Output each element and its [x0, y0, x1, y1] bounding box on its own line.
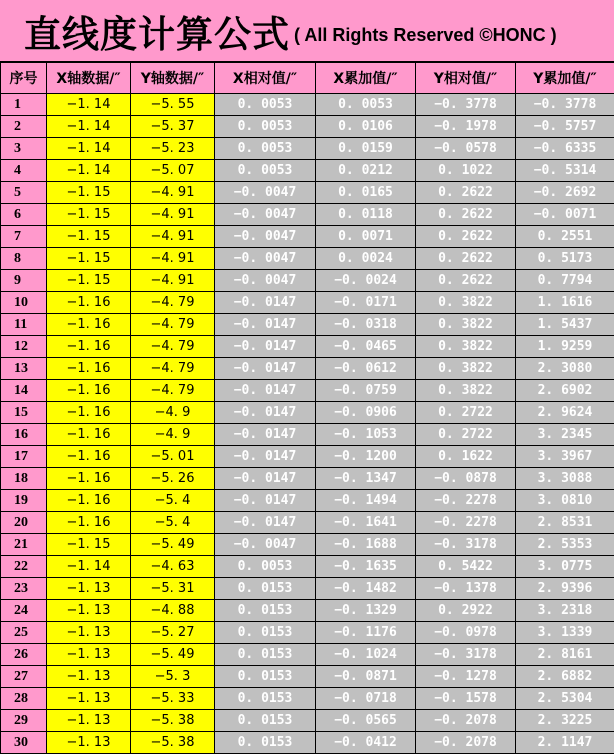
table-row: [1, 578, 614, 600]
y-relative-cell[interactable]: −0. 2078: [416, 710, 516, 732]
y-cumulative-cell[interactable]: 2. 3225: [516, 710, 614, 732]
page-title: 直线度计算公式: [24, 12, 290, 56]
y-cumulative-cell[interactable]: 1. 5437: [516, 314, 614, 336]
row-number[interactable]: 6: [1, 204, 47, 226]
y-data-cell[interactable]: −5. 38: [131, 710, 215, 732]
table-row: [1, 732, 614, 754]
y-relative-cell[interactable]: 0. 2622: [416, 248, 516, 270]
y-relative-cell[interactable]: −0. 3778: [416, 94, 516, 116]
x-data-cell[interactable]: −1. 16: [47, 490, 131, 512]
row-number[interactable]: 9: [1, 270, 47, 292]
row-number[interactable]: 29: [1, 710, 47, 732]
y-relative-cell[interactable]: 0. 1622: [416, 446, 516, 468]
y-data-cell[interactable]: −4. 91: [131, 182, 215, 204]
y-data-cell[interactable]: −5. 49: [131, 644, 215, 666]
header-y-data[interactable]: Y轴数据/″: [131, 63, 215, 94]
x-relative-cell[interactable]: −0. 0147: [215, 490, 316, 512]
table-row: [1, 402, 614, 424]
data-table: [0, 62, 614, 754]
x-relative-cell[interactable]: −0. 0147: [215, 402, 316, 424]
row-number[interactable]: 4: [1, 160, 47, 182]
y-cumulative-cell[interactable]: 3. 1339: [516, 622, 614, 644]
y-cumulative-cell[interactable]: 3. 2318: [516, 600, 614, 622]
table-row: [1, 666, 614, 688]
x-relative-cell[interactable]: −0. 0147: [215, 336, 316, 358]
y-relative-cell[interactable]: −0. 2278: [416, 512, 516, 534]
y-cumulative-cell[interactable]: 1. 1616: [516, 292, 614, 314]
y-relative-cell[interactable]: −0. 0978: [416, 622, 516, 644]
row-number[interactable]: 21: [1, 534, 47, 556]
table-row: [1, 94, 614, 116]
x-data-cell[interactable]: −1. 15: [47, 534, 131, 556]
table-row: [1, 116, 614, 138]
y-relative-cell[interactable]: 0. 3822: [416, 358, 516, 380]
x-cumulative-cell[interactable]: 0. 0159: [316, 138, 416, 160]
y-relative-cell[interactable]: 0. 3822: [416, 380, 516, 402]
x-relative-cell[interactable]: −0. 0147: [215, 358, 316, 380]
x-relative-cell[interactable]: 0. 0053: [215, 160, 316, 182]
row-number[interactable]: 7: [1, 226, 47, 248]
x-data-cell[interactable]: −1. 16: [47, 468, 131, 490]
y-cumulative-cell[interactable]: 2. 6882: [516, 666, 614, 688]
x-data-cell[interactable]: −1. 16: [47, 380, 131, 402]
copyright-notice: ( All Rights Reserved ©HONC ): [294, 25, 557, 45]
title-bar: [0, 0, 614, 62]
x-cumulative-cell[interactable]: 0. 0053: [316, 94, 416, 116]
row-number[interactable]: 23: [1, 578, 47, 600]
y-data-cell[interactable]: −4. 91: [131, 248, 215, 270]
table-row: [1, 314, 614, 336]
y-relative-cell[interactable]: −0. 0578: [416, 138, 516, 160]
x-data-cell[interactable]: −1. 13: [47, 710, 131, 732]
y-data-cell[interactable]: −4. 9: [131, 402, 215, 424]
x-cumulative-cell[interactable]: 0. 0212: [316, 160, 416, 182]
header-x-cumulative[interactable]: X累加值/″: [316, 63, 416, 94]
x-relative-cell[interactable]: −0. 0147: [215, 512, 316, 534]
y-cumulative-cell[interactable]: −0. 0071: [516, 204, 614, 226]
x-data-cell[interactable]: −1. 13: [47, 732, 131, 754]
y-relative-cell[interactable]: 0. 2622: [416, 204, 516, 226]
header-y-relative[interactable]: Y相对值/″: [416, 63, 516, 94]
y-cumulative-cell[interactable]: 3. 3088: [516, 468, 614, 490]
x-cumulative-cell[interactable]: −0. 1024: [316, 644, 416, 666]
y-relative-cell[interactable]: 0. 3822: [416, 336, 516, 358]
y-cumulative-cell[interactable]: 2. 3080: [516, 358, 614, 380]
x-cumulative-cell[interactable]: −0. 1641: [316, 512, 416, 534]
x-data-cell[interactable]: −1. 14: [47, 556, 131, 578]
x-data-cell[interactable]: −1. 13: [47, 666, 131, 688]
row-number[interactable]: 1: [1, 94, 47, 116]
header-x-relative[interactable]: X相对值/″: [215, 63, 316, 94]
x-relative-cell[interactable]: 0. 0153: [215, 732, 316, 754]
row-number[interactable]: 5: [1, 182, 47, 204]
y-data-cell[interactable]: −4. 91: [131, 270, 215, 292]
header-row: [1, 63, 614, 94]
y-relative-cell[interactable]: −0. 1978: [416, 116, 516, 138]
table-row: [1, 600, 614, 622]
y-relative-cell[interactable]: 0. 2622: [416, 182, 516, 204]
row-number[interactable]: 27: [1, 666, 47, 688]
row-number[interactable]: 19: [1, 490, 47, 512]
y-relative-cell[interactable]: 0. 2722: [416, 402, 516, 424]
row-number[interactable]: 16: [1, 424, 47, 446]
x-data-cell[interactable]: −1. 15: [47, 248, 131, 270]
y-data-cell[interactable]: −5. 23: [131, 138, 215, 160]
row-number[interactable]: 3: [1, 138, 47, 160]
y-data-cell[interactable]: −5. 38: [131, 732, 215, 754]
x-cumulative-cell[interactable]: 0. 0165: [316, 182, 416, 204]
x-data-cell[interactable]: −1. 16: [47, 402, 131, 424]
x-data-cell[interactable]: −1. 16: [47, 336, 131, 358]
x-data-cell[interactable]: −1. 16: [47, 512, 131, 534]
x-relative-cell[interactable]: 0. 0053: [215, 138, 316, 160]
table-row: [1, 160, 614, 182]
y-relative-cell[interactable]: −0. 1278: [416, 666, 516, 688]
table-row: [1, 292, 614, 314]
table-row: [1, 644, 614, 666]
x-relative-cell[interactable]: −0. 0047: [215, 182, 316, 204]
y-cumulative-cell[interactable]: 2. 8161: [516, 644, 614, 666]
header-x-data[interactable]: X轴数据/″: [47, 63, 131, 94]
y-data-cell[interactable]: −5. 4: [131, 490, 215, 512]
table-row: [1, 468, 614, 490]
row-number[interactable]: 8: [1, 248, 47, 270]
row-number[interactable]: 12: [1, 336, 47, 358]
x-cumulative-cell[interactable]: −0. 1329: [316, 600, 416, 622]
y-cumulative-cell[interactable]: 1. 9259: [516, 336, 614, 358]
y-data-cell[interactable]: −4. 63: [131, 556, 215, 578]
y-relative-cell[interactable]: −0. 3178: [416, 534, 516, 556]
x-relative-cell[interactable]: 0. 0153: [215, 666, 316, 688]
x-relative-cell[interactable]: −0. 0147: [215, 314, 316, 336]
row-number[interactable]: 13: [1, 358, 47, 380]
x-cumulative-cell[interactable]: −0. 1176: [316, 622, 416, 644]
y-data-cell[interactable]: −5. 26: [131, 468, 215, 490]
row-number[interactable]: 24: [1, 600, 47, 622]
x-cumulative-cell[interactable]: −0. 1688: [316, 534, 416, 556]
x-data-cell[interactable]: −1. 15: [47, 182, 131, 204]
y-relative-cell[interactable]: −0. 1378: [416, 578, 516, 600]
row-number[interactable]: 18: [1, 468, 47, 490]
x-relative-cell[interactable]: −0. 0147: [215, 468, 316, 490]
y-data-cell[interactable]: −5. 31: [131, 578, 215, 600]
y-data-cell[interactable]: −5. 27: [131, 622, 215, 644]
y-cumulative-cell[interactable]: 2. 9624: [516, 402, 614, 424]
x-relative-cell[interactable]: −0. 0047: [215, 534, 316, 556]
x-cumulative-cell[interactable]: −0. 0318: [316, 314, 416, 336]
x-cumulative-cell[interactable]: −0. 0718: [316, 688, 416, 710]
x-relative-cell[interactable]: −0. 0147: [215, 424, 316, 446]
y-relative-cell[interactable]: 0. 2622: [416, 226, 516, 248]
y-data-cell[interactable]: −4. 91: [131, 204, 215, 226]
x-relative-cell[interactable]: −0. 0047: [215, 226, 316, 248]
table-row: [1, 622, 614, 644]
y-data-cell[interactable]: −5. 07: [131, 160, 215, 182]
x-cumulative-cell[interactable]: −0. 0565: [316, 710, 416, 732]
x-data-cell[interactable]: −1. 15: [47, 204, 131, 226]
y-cumulative-cell[interactable]: −0. 5757: [516, 116, 614, 138]
table-row: [1, 688, 614, 710]
y-data-cell[interactable]: −5. 49: [131, 534, 215, 556]
x-data-cell[interactable]: −1. 14: [47, 116, 131, 138]
y-cumulative-cell[interactable]: −0. 3778: [516, 94, 614, 116]
table-row: [1, 490, 614, 512]
table-row: [1, 336, 614, 358]
row-number[interactable]: 25: [1, 622, 47, 644]
y-cumulative-cell[interactable]: −0. 6335: [516, 138, 614, 160]
x-data-cell[interactable]: −1. 15: [47, 270, 131, 292]
y-cumulative-cell[interactable]: 2. 9396: [516, 578, 614, 600]
x-cumulative-cell[interactable]: −0. 1347: [316, 468, 416, 490]
header-seq[interactable]: 序号: [1, 63, 47, 94]
x-cumulative-cell[interactable]: −0. 0906: [316, 402, 416, 424]
y-data-cell[interactable]: −4. 79: [131, 380, 215, 402]
y-relative-cell[interactable]: 0. 2722: [416, 424, 516, 446]
y-relative-cell[interactable]: −0. 3178: [416, 644, 516, 666]
table-row: [1, 204, 614, 226]
x-data-cell[interactable]: −1. 16: [47, 424, 131, 446]
y-relative-cell[interactable]: 0. 3822: [416, 292, 516, 314]
x-relative-cell[interactable]: 0. 0053: [215, 556, 316, 578]
y-cumulative-cell[interactable]: 3. 2345: [516, 424, 614, 446]
x-data-cell[interactable]: −1. 16: [47, 446, 131, 468]
y-cumulative-cell[interactable]: −0. 2692: [516, 182, 614, 204]
x-cumulative-cell[interactable]: 0. 0106: [316, 116, 416, 138]
x-relative-cell[interactable]: −0. 0147: [215, 380, 316, 402]
y-relative-cell[interactable]: −0. 2278: [416, 490, 516, 512]
y-cumulative-cell[interactable]: 0. 2551: [516, 226, 614, 248]
x-data-cell[interactable]: −1. 13: [47, 578, 131, 600]
y-relative-cell[interactable]: 0. 1022: [416, 160, 516, 182]
y-cumulative-cell[interactable]: 2. 5353: [516, 534, 614, 556]
y-relative-cell[interactable]: 0. 5422: [416, 556, 516, 578]
x-cumulative-cell[interactable]: 0. 0118: [316, 204, 416, 226]
y-data-cell[interactable]: −4. 9: [131, 424, 215, 446]
y-data-cell[interactable]: −5. 37: [131, 116, 215, 138]
y-data-cell[interactable]: −4. 79: [131, 358, 215, 380]
y-cumulative-cell[interactable]: 2. 6902: [516, 380, 614, 402]
row-number[interactable]: 17: [1, 446, 47, 468]
row-number[interactable]: 14: [1, 380, 47, 402]
x-relative-cell[interactable]: 0. 0153: [215, 622, 316, 644]
y-data-cell[interactable]: −4. 88: [131, 600, 215, 622]
x-cumulative-cell[interactable]: −0. 1053: [316, 424, 416, 446]
table-row: [1, 226, 614, 248]
row-number[interactable]: 20: [1, 512, 47, 534]
table-row: [1, 248, 614, 270]
row-number[interactable]: 11: [1, 314, 47, 336]
row-number[interactable]: 30: [1, 732, 47, 754]
x-data-cell[interactable]: −1. 16: [47, 314, 131, 336]
y-data-cell[interactable]: −4. 91: [131, 226, 215, 248]
table-row: [1, 270, 614, 292]
x-cumulative-cell[interactable]: −0. 0759: [316, 380, 416, 402]
x-relative-cell[interactable]: 0. 0153: [215, 600, 316, 622]
x-data-cell[interactable]: −1. 13: [47, 644, 131, 666]
y-data-cell[interactable]: −5. 4: [131, 512, 215, 534]
x-data-cell[interactable]: −1. 15: [47, 226, 131, 248]
x-cumulative-cell[interactable]: −0. 1635: [316, 556, 416, 578]
y-data-cell[interactable]: −4. 79: [131, 336, 215, 358]
x-cumulative-cell[interactable]: −0. 0612: [316, 358, 416, 380]
x-relative-cell[interactable]: −0. 0147: [215, 446, 316, 468]
table-row: [1, 358, 614, 380]
table-row: [1, 182, 614, 204]
x-relative-cell[interactable]: −0. 0047: [215, 270, 316, 292]
x-relative-cell[interactable]: −0. 0147: [215, 292, 316, 314]
table-row: [1, 138, 614, 160]
table-row: [1, 424, 614, 446]
y-data-cell[interactable]: −5. 55: [131, 94, 215, 116]
x-relative-cell[interactable]: 0. 0153: [215, 578, 316, 600]
header-y-cumulative[interactable]: Y累加值/″: [516, 63, 614, 94]
y-cumulative-cell[interactable]: 3. 0810: [516, 490, 614, 512]
y-data-cell[interactable]: −5. 33: [131, 688, 215, 710]
y-cumulative-cell[interactable]: 0. 5173: [516, 248, 614, 270]
y-relative-cell[interactable]: 0. 3822: [416, 314, 516, 336]
y-cumulative-cell[interactable]: 3. 3967: [516, 446, 614, 468]
x-cumulative-cell[interactable]: −0. 0412: [316, 732, 416, 754]
table-row: [1, 534, 614, 556]
y-cumulative-cell[interactable]: 2. 8531: [516, 512, 614, 534]
x-cumulative-cell[interactable]: −0. 0024: [316, 270, 416, 292]
x-relative-cell[interactable]: 0. 0153: [215, 644, 316, 666]
x-data-cell[interactable]: −1. 13: [47, 622, 131, 644]
x-relative-cell[interactable]: 0. 0053: [215, 94, 316, 116]
x-data-cell[interactable]: −1. 16: [47, 292, 131, 314]
x-cumulative-cell[interactable]: −0. 1494: [316, 490, 416, 512]
x-data-cell[interactable]: −1. 16: [47, 358, 131, 380]
x-data-cell[interactable]: −1. 13: [47, 600, 131, 622]
x-cumulative-cell[interactable]: 0. 0071: [316, 226, 416, 248]
x-data-cell[interactable]: −1. 13: [47, 688, 131, 710]
y-cumulative-cell[interactable]: 2. 5304: [516, 688, 614, 710]
table-body: [1, 94, 614, 754]
x-cumulative-cell[interactable]: −0. 1200: [316, 446, 416, 468]
y-relative-cell[interactable]: −0. 0878: [416, 468, 516, 490]
row-number[interactable]: 15: [1, 402, 47, 424]
x-cumulative-cell[interactable]: −0. 0871: [316, 666, 416, 688]
row-number[interactable]: 22: [1, 556, 47, 578]
table-row: [1, 512, 614, 534]
y-relative-cell[interactable]: 0. 2622: [416, 270, 516, 292]
x-data-cell[interactable]: −1. 14: [47, 138, 131, 160]
y-cumulative-cell[interactable]: 3. 0775: [516, 556, 614, 578]
y-data-cell[interactable]: −5. 01: [131, 446, 215, 468]
row-number[interactable]: 10: [1, 292, 47, 314]
x-relative-cell[interactable]: 0. 0153: [215, 710, 316, 732]
y-relative-cell[interactable]: −0. 1578: [416, 688, 516, 710]
x-cumulative-cell[interactable]: −0. 0171: [316, 292, 416, 314]
table-row: [1, 710, 614, 732]
row-number[interactable]: 28: [1, 688, 47, 710]
table-row: [1, 380, 614, 402]
y-cumulative-cell[interactable]: 2. 1147: [516, 732, 614, 754]
x-cumulative-cell[interactable]: 0. 0024: [316, 248, 416, 270]
table-row: [1, 446, 614, 468]
y-relative-cell[interactable]: 0. 2922: [416, 600, 516, 622]
y-relative-cell[interactable]: −0. 2078: [416, 732, 516, 754]
y-data-cell[interactable]: −4. 79: [131, 292, 215, 314]
x-cumulative-cell[interactable]: −0. 0465: [316, 336, 416, 358]
row-number[interactable]: 2: [1, 116, 47, 138]
y-data-cell[interactable]: −5. 3: [131, 666, 215, 688]
x-data-cell[interactable]: −1. 14: [47, 94, 131, 116]
y-data-cell[interactable]: −4. 79: [131, 314, 215, 336]
row-number[interactable]: 26: [1, 644, 47, 666]
x-relative-cell[interactable]: −0. 0047: [215, 248, 316, 270]
y-cumulative-cell[interactable]: −0. 5314: [516, 160, 614, 182]
y-cumulative-cell[interactable]: 0. 7794: [516, 270, 614, 292]
x-relative-cell[interactable]: 0. 0153: [215, 688, 316, 710]
x-relative-cell[interactable]: −0. 0047: [215, 204, 316, 226]
x-relative-cell[interactable]: 0. 0053: [215, 116, 316, 138]
x-cumulative-cell[interactable]: −0. 1482: [316, 578, 416, 600]
table-row: [1, 556, 614, 578]
x-data-cell[interactable]: −1. 14: [47, 160, 131, 182]
